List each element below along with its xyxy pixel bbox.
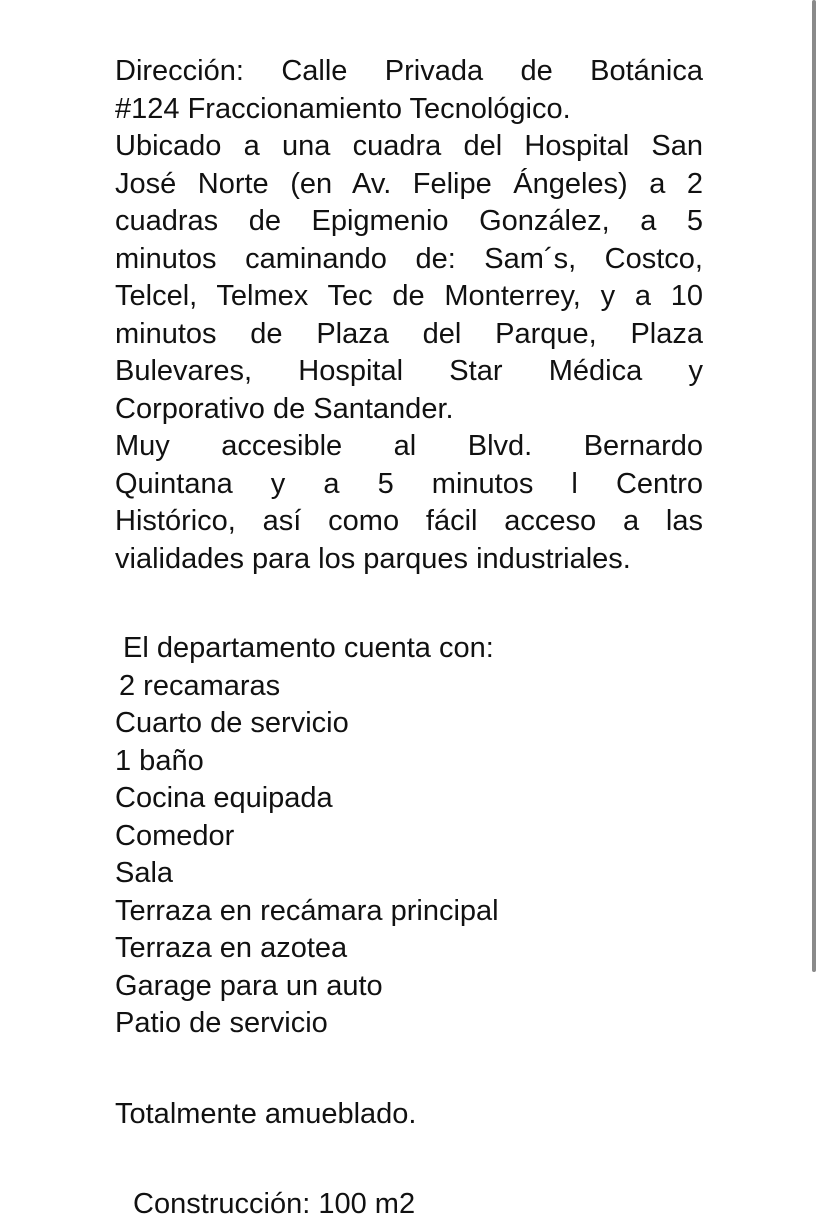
feature-item: 1 baño [115, 744, 204, 777]
feature-item: Terraza en azotea [115, 932, 348, 964]
feature-item: Patio de servicio [115, 1007, 328, 1039]
address-line: Bulevares, Hospital Star Médica y [115, 355, 703, 387]
spacer [115, 578, 703, 630]
address-line: Muy accesible al Blvd. Bernardo [115, 430, 703, 462]
address-line: Corporativo de Santander. [115, 392, 454, 425]
feature-item: Sala [115, 857, 174, 889]
address-line: cuadras de Epigmenio González, a 5 [115, 205, 703, 237]
address-line: Dirección: Calle Privada de Botánica [115, 55, 703, 87]
feature-item: Cocina equipada [115, 782, 333, 814]
address-line: vialidades para los parques industriales. [115, 542, 631, 575]
address-line: minutos de Plaza del Parque, Plaza [115, 317, 703, 350]
address-line: minutos caminando de: Sam´s, Costco, [115, 242, 703, 275]
listing-document [115, 53, 703, 1224]
furnishing-note: Totalmente amueblado. [115, 1097, 417, 1130]
feature-item: 2 recamaras [119, 669, 281, 702]
spacer [115, 1133, 703, 1186]
address-line: Ubicado a una cuadra del Hospital San [115, 130, 703, 162]
construction-size: Construcción: 100 m2 [133, 1188, 416, 1220]
address-line: Telcel, Telmex Tec de Monterrey, y a 10 [115, 280, 703, 312]
feature-item: Comedor [115, 819, 235, 852]
address-line: #124 Fraccionamiento Tecnológico. [115, 92, 571, 125]
features-heading: El departamento cuenta con: [123, 632, 494, 664]
feature-item: Cuarto de servicio [115, 707, 349, 739]
features-section [115, 630, 703, 1043]
address-line: José Norte (en Av. Felipe Ángeles) a 2 [115, 167, 703, 200]
address-line: Histórico, así como fácil acceso a las [115, 505, 703, 537]
feature-item: Terraza en recámara principal [115, 894, 499, 927]
address-paragraph [115, 53, 703, 578]
feature-item: Garage para un auto [115, 969, 383, 1002]
vertical-scrollbar[interactable] [812, 0, 816, 972]
address-line: Quintana y a 5 minutos l Centro [115, 467, 703, 500]
spacer [115, 1043, 703, 1096]
